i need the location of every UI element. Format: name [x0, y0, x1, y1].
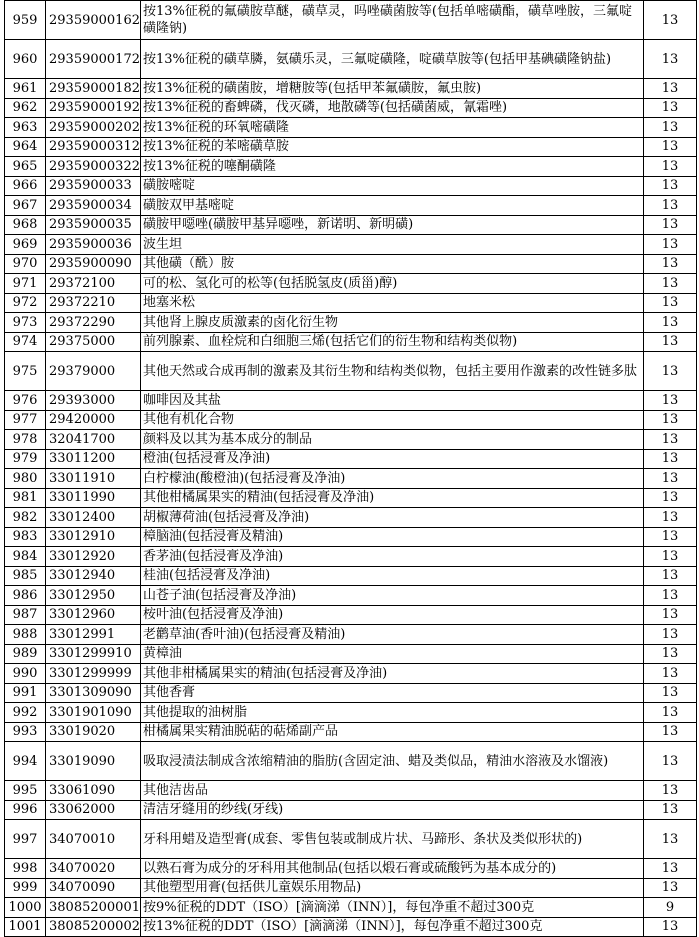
- commodity-code-cell: 29420000: [46, 410, 141, 430]
- row-number-cell: 995: [5, 781, 46, 801]
- table-row: [5, 683, 697, 703]
- tax-rate-cell: 13: [644, 176, 697, 196]
- tax-rate-cell: 13: [644, 157, 697, 177]
- commodity-code-cell: 29359000162: [46, 1, 141, 40]
- row-number-cell: 961: [5, 79, 46, 99]
- row-number-cell: 962: [5, 98, 46, 118]
- row-number-cell: 980: [5, 469, 46, 489]
- table-row: [5, 703, 697, 723]
- tax-rate-cell: 13: [644, 878, 697, 898]
- tax-rate-cell: 13: [644, 449, 697, 469]
- commodity-name-cell: 其他肾上腺皮质激素的卤化衍生物: [141, 313, 644, 333]
- tax-rate-cell: 13: [644, 254, 697, 274]
- row-number-cell: 992: [5, 703, 46, 723]
- table-row: [5, 157, 697, 177]
- commodity-name-cell: 其他柑橘属果实的精油(包括浸膏及净油): [141, 488, 644, 508]
- row-number-cell: 999: [5, 878, 46, 898]
- tax-rate-cell: 13: [644, 410, 697, 430]
- commodity-code-cell: 34070020: [46, 859, 141, 879]
- commodity-name-cell: 磺胺甲噁唑(磺胺甲基异噁唑，新诺明、新明磺): [141, 215, 644, 235]
- commodity-code-cell: 3301299999: [46, 664, 141, 684]
- table-row: [5, 566, 697, 586]
- tax-rate-cell: 13: [644, 683, 697, 703]
- commodity-name-cell: 桉叶油(包括浸膏及净油): [141, 605, 644, 625]
- tax-rate-cell: 13: [644, 118, 697, 138]
- commodity-name-cell: 其他提取的油树脂: [141, 703, 644, 723]
- commodity-code-cell: 29393000: [46, 391, 141, 411]
- commodity-code-cell: 33011910: [46, 469, 141, 489]
- commodity-name-cell: 按13%征税的磺草膦，氨磺乐灵，三氟啶磺隆，啶磺草胺等(包括甲基碘磺隆钠盐): [141, 40, 644, 79]
- row-number-cell: 970: [5, 254, 46, 274]
- commodity-code-cell: 2935900036: [46, 235, 141, 255]
- commodity-name-cell: 樟脑油(包括浸膏及精油): [141, 527, 644, 547]
- commodity-name-cell: 咖啡因及其盐: [141, 391, 644, 411]
- commodity-name-cell: 按13%征税的噻酮磺隆: [141, 157, 644, 177]
- tax-rate-cell: 13: [644, 566, 697, 586]
- row-number-cell: 964: [5, 137, 46, 157]
- table-row: [5, 878, 697, 898]
- commodity-code-cell: 29359000202: [46, 118, 141, 138]
- commodity-code-cell: 29372210: [46, 293, 141, 313]
- table-row: [5, 118, 697, 138]
- tax-rate-cell: 13: [644, 527, 697, 547]
- commodity-code-cell: 3301299910: [46, 644, 141, 664]
- table-row: [5, 527, 697, 547]
- row-number-cell: 993: [5, 722, 46, 742]
- commodity-name-cell: 其他天然或合成再制的激素及其衍生物和结构类似物，包括主要用作激素的改性链多肽: [141, 352, 644, 391]
- table-row: [5, 293, 697, 313]
- tax-rate-cell: 13: [644, 79, 697, 99]
- commodity-name-cell: 按13%征税的环氧嘧磺隆: [141, 118, 644, 138]
- commodity-code-cell: 32041700: [46, 430, 141, 450]
- tax-rate-cell: 13: [644, 235, 697, 255]
- commodity-name-cell: 按13%征税的磺菌胺，增糖胺等(包括甲苯氟磺胺，氟虫胺): [141, 79, 644, 99]
- table-row: [5, 722, 697, 742]
- table-row: [5, 586, 697, 606]
- commodity-name-cell: 吸取浸渍法制成含浓缩精油的脂肪(含固定油、蜡及类似品，精油水溶液及水馏液): [141, 742, 644, 781]
- tax-rate-cell: 13: [644, 332, 697, 352]
- commodity-name-cell: 老鹳草油(香叶油)(包括浸膏及精油): [141, 625, 644, 645]
- commodity-name-cell: 其他有机化合物: [141, 410, 644, 430]
- commodity-name-cell: 黄樟油: [141, 644, 644, 664]
- tax-rate-cell: 13: [644, 508, 697, 528]
- commodity-name-cell: 按13%征税的苯嘧磺草胺: [141, 137, 644, 157]
- commodity-name-cell: 胡椒薄荷油(包括浸膏及净油): [141, 508, 644, 528]
- table-row: [5, 410, 697, 430]
- tax-rate-cell: 13: [644, 917, 697, 937]
- commodity-code-cell: 29372100: [46, 274, 141, 294]
- commodity-name-cell: 以熟石膏为成分的牙科用其他制品(包括以煅石膏或硫酸钙为基本成分的): [141, 859, 644, 879]
- commodity-code-cell: 33019090: [46, 742, 141, 781]
- table-row: [5, 196, 697, 216]
- commodity-code-cell: 33012991: [46, 625, 141, 645]
- table-row: [5, 800, 697, 820]
- commodity-name-cell: 按13%征税的氟磺胺草醚，磺草灵，吗唑磺菌胺等(包括单嘧磺酯，磺草唑胺，三氟啶磺隆钠): [141, 1, 644, 40]
- tax-rate-cell: 13: [644, 859, 697, 879]
- row-number-cell: 965: [5, 157, 46, 177]
- tax-rate-cell: 13: [644, 703, 697, 723]
- row-number-cell: 996: [5, 800, 46, 820]
- row-number-cell: 987: [5, 605, 46, 625]
- row-number-cell: 963: [5, 118, 46, 138]
- commodity-name-cell: 其他香膏: [141, 683, 644, 703]
- row-number-cell: 978: [5, 430, 46, 450]
- tax-rate-cell: 13: [644, 469, 697, 489]
- commodity-name-cell: 桂油(包括浸膏及净油): [141, 566, 644, 586]
- row-number-cell: 998: [5, 859, 46, 879]
- commodity-code-cell: 29359000312: [46, 137, 141, 157]
- tax-rate-cell: 13: [644, 547, 697, 567]
- tax-rate-cell: 13: [644, 605, 697, 625]
- commodity-code-cell: 29375000: [46, 332, 141, 352]
- commodity-name-cell: 柑橘属果实精油脱萜的萜烯副产品: [141, 722, 644, 742]
- tax-rate-cell: 13: [644, 196, 697, 216]
- row-number-cell: 990: [5, 664, 46, 684]
- commodity-code-cell: 33012940: [46, 566, 141, 586]
- commodity-code-cell: 3301309090: [46, 683, 141, 703]
- table-row: [5, 254, 697, 274]
- tax-rate-cell: 13: [644, 391, 697, 411]
- row-number-cell: 959: [5, 1, 46, 40]
- row-number-cell: 997: [5, 820, 46, 859]
- commodity-code-cell: 3301901090: [46, 703, 141, 723]
- tax-rate-cell: 9: [644, 898, 697, 918]
- table-row: [5, 644, 697, 664]
- table-row: [5, 742, 697, 781]
- row-number-cell: 976: [5, 391, 46, 411]
- commodity-name-cell: 波生坦: [141, 235, 644, 255]
- commodity-name-cell: 白柠檬油(酸橙油)(包括浸膏及净油): [141, 469, 644, 489]
- row-number-cell: 974: [5, 332, 46, 352]
- tax-rate-cell: 13: [644, 137, 697, 157]
- commodity-code-cell: 2935900033: [46, 176, 141, 196]
- row-number-cell: 972: [5, 293, 46, 313]
- commodity-name-cell: 其他磺（酰）胺: [141, 254, 644, 274]
- row-number-cell: 981: [5, 488, 46, 508]
- table-row: [5, 859, 697, 879]
- row-number-cell: 979: [5, 449, 46, 469]
- tax-rate-cell: 13: [644, 313, 697, 333]
- commodity-code-cell: 29359000172: [46, 40, 141, 79]
- commodity-code-cell: 33061090: [46, 781, 141, 801]
- tax-rate-cell: 13: [644, 781, 697, 801]
- commodity-name-cell: 颜料及以其为基本成分的制品: [141, 430, 644, 450]
- table-row: [5, 781, 697, 801]
- commodity-name-cell: 其他塑型用膏(包括供儿童娱乐用物品): [141, 878, 644, 898]
- row-number-cell: 988: [5, 625, 46, 645]
- table-row: [5, 449, 697, 469]
- table-row: [5, 332, 697, 352]
- tax-rate-cell: 13: [644, 1, 697, 40]
- commodity-code-cell: 33012910: [46, 527, 141, 547]
- commodity-name-cell: 可的松、氢化可的松等(包括脱氢皮(质甾)醇): [141, 274, 644, 294]
- commodity-name-cell: 牙科用蜡及造型膏(成套、零售包装或制成片状、马蹄形、条状及类似形状的): [141, 820, 644, 859]
- table-row: [5, 274, 697, 294]
- table-row: [5, 40, 697, 79]
- commodity-name-cell: 山苍子油(包括浸膏及净油): [141, 586, 644, 606]
- commodity-name-cell: 前列腺素、血栓烷和白细胞三烯(包括它们的衍生物和结构类似物): [141, 332, 644, 352]
- table-row: [5, 176, 697, 196]
- tax-rate-table: [4, 0, 697, 937]
- row-number-cell: 966: [5, 176, 46, 196]
- table-row: [5, 1, 697, 40]
- commodity-code-cell: 34070090: [46, 878, 141, 898]
- table-row: [5, 98, 697, 118]
- tax-rate-cell: 13: [644, 820, 697, 859]
- table-row: [5, 215, 697, 235]
- commodity-name-cell: 按9%征税的DDT（ISO）[滴滴涕（INN）]，每包净重不超过300克: [141, 898, 644, 918]
- table-row: [5, 820, 697, 859]
- row-number-cell: 973: [5, 313, 46, 333]
- commodity-name-cell: 按13%征税的DDT（ISO）[滴滴涕（INN）]，每包净重不超过300克: [141, 917, 644, 937]
- tax-rate-cell: 13: [644, 430, 697, 450]
- commodity-code-cell: 2935900035: [46, 215, 141, 235]
- row-number-cell: 968: [5, 215, 46, 235]
- commodity-code-cell: 29372290: [46, 313, 141, 333]
- tax-rate-cell: 13: [644, 625, 697, 645]
- commodity-code-cell: 34070010: [46, 820, 141, 859]
- table-row: [5, 664, 697, 684]
- table-row: [5, 137, 697, 157]
- commodity-name-cell: 其他洁齿品: [141, 781, 644, 801]
- table-row: [5, 488, 697, 508]
- commodity-name-cell: 磺胺嘧啶: [141, 176, 644, 196]
- tax-rate-cell: 13: [644, 293, 697, 313]
- commodity-code-cell: 33011990: [46, 488, 141, 508]
- commodity-name-cell: 按13%征税的畜蜱磷，伐灭磷，地散磷等(包括磺菌威，氰霜唑): [141, 98, 644, 118]
- table-row: [5, 605, 697, 625]
- commodity-code-cell: 33012950: [46, 586, 141, 606]
- tax-rate-cell: 13: [644, 742, 697, 781]
- table-row: [5, 352, 697, 391]
- tax-rate-cell: 13: [644, 98, 697, 118]
- tax-rate-cell: 13: [644, 274, 697, 294]
- table-row: [5, 430, 697, 450]
- tax-rate-cell: 13: [644, 586, 697, 606]
- row-number-cell: 982: [5, 508, 46, 528]
- commodity-code-cell: 33011200: [46, 449, 141, 469]
- row-number-cell: 969: [5, 235, 46, 255]
- row-number-cell: 986: [5, 586, 46, 606]
- commodity-name-cell: 其他非柑橘属果实的精油(包括浸膏及净油): [141, 664, 644, 684]
- commodity-code-cell: 38085200002: [46, 917, 141, 937]
- row-number-cell: 971: [5, 274, 46, 294]
- row-number-cell: 1001: [5, 917, 46, 937]
- table-row: [5, 469, 697, 489]
- row-number-cell: 994: [5, 742, 46, 781]
- commodity-name-cell: 清洁牙缝用的纱线(牙线): [141, 800, 644, 820]
- tax-rate-cell: 13: [644, 664, 697, 684]
- commodity-name-cell: 香茅油(包括浸膏及净油): [141, 547, 644, 567]
- commodity-code-cell: 29379000: [46, 352, 141, 391]
- commodity-code-cell: 33012400: [46, 508, 141, 528]
- table-body: [5, 1, 697, 937]
- table-row: [5, 391, 697, 411]
- commodity-name-cell: 地塞米松: [141, 293, 644, 313]
- table-row: [5, 917, 697, 937]
- tax-rate-cell: 13: [644, 722, 697, 742]
- commodity-code-cell: 29359000322: [46, 157, 141, 177]
- row-number-cell: 985: [5, 566, 46, 586]
- tax-rate-cell: 13: [644, 800, 697, 820]
- tax-rate-cell: 13: [644, 352, 697, 391]
- commodity-code-cell: 38085200001: [46, 898, 141, 918]
- tax-rate-cell: 13: [644, 40, 697, 79]
- table-row: [5, 79, 697, 99]
- table-row: [5, 508, 697, 528]
- row-number-cell: 989: [5, 644, 46, 664]
- commodity-code-cell: 33062000: [46, 800, 141, 820]
- row-number-cell: 991: [5, 683, 46, 703]
- commodity-code-cell: 2935900034: [46, 196, 141, 216]
- row-number-cell: 983: [5, 527, 46, 547]
- row-number-cell: 1000: [5, 898, 46, 918]
- table-row: [5, 898, 697, 918]
- commodity-name-cell: 磺胺双甲基嘧啶: [141, 196, 644, 216]
- table-row: [5, 625, 697, 645]
- table-row: [5, 313, 697, 333]
- commodity-code-cell: 33019020: [46, 722, 141, 742]
- commodity-name-cell: 橙油(包括浸膏及净油): [141, 449, 644, 469]
- tax-rate-cell: 13: [644, 215, 697, 235]
- row-number-cell: 967: [5, 196, 46, 216]
- table-row: [5, 547, 697, 567]
- row-number-cell: 984: [5, 547, 46, 567]
- row-number-cell: 975: [5, 352, 46, 391]
- tax-rate-cell: 13: [644, 488, 697, 508]
- row-number-cell: 977: [5, 410, 46, 430]
- commodity-code-cell: 2935900090: [46, 254, 141, 274]
- commodity-code-cell: 29359000192: [46, 98, 141, 118]
- commodity-code-cell: 33012920: [46, 547, 141, 567]
- row-number-cell: 960: [5, 40, 46, 79]
- commodity-code-cell: 29359000182: [46, 79, 141, 99]
- table-row: [5, 235, 697, 255]
- tax-rate-cell: 13: [644, 644, 697, 664]
- commodity-code-cell: 33012960: [46, 605, 141, 625]
